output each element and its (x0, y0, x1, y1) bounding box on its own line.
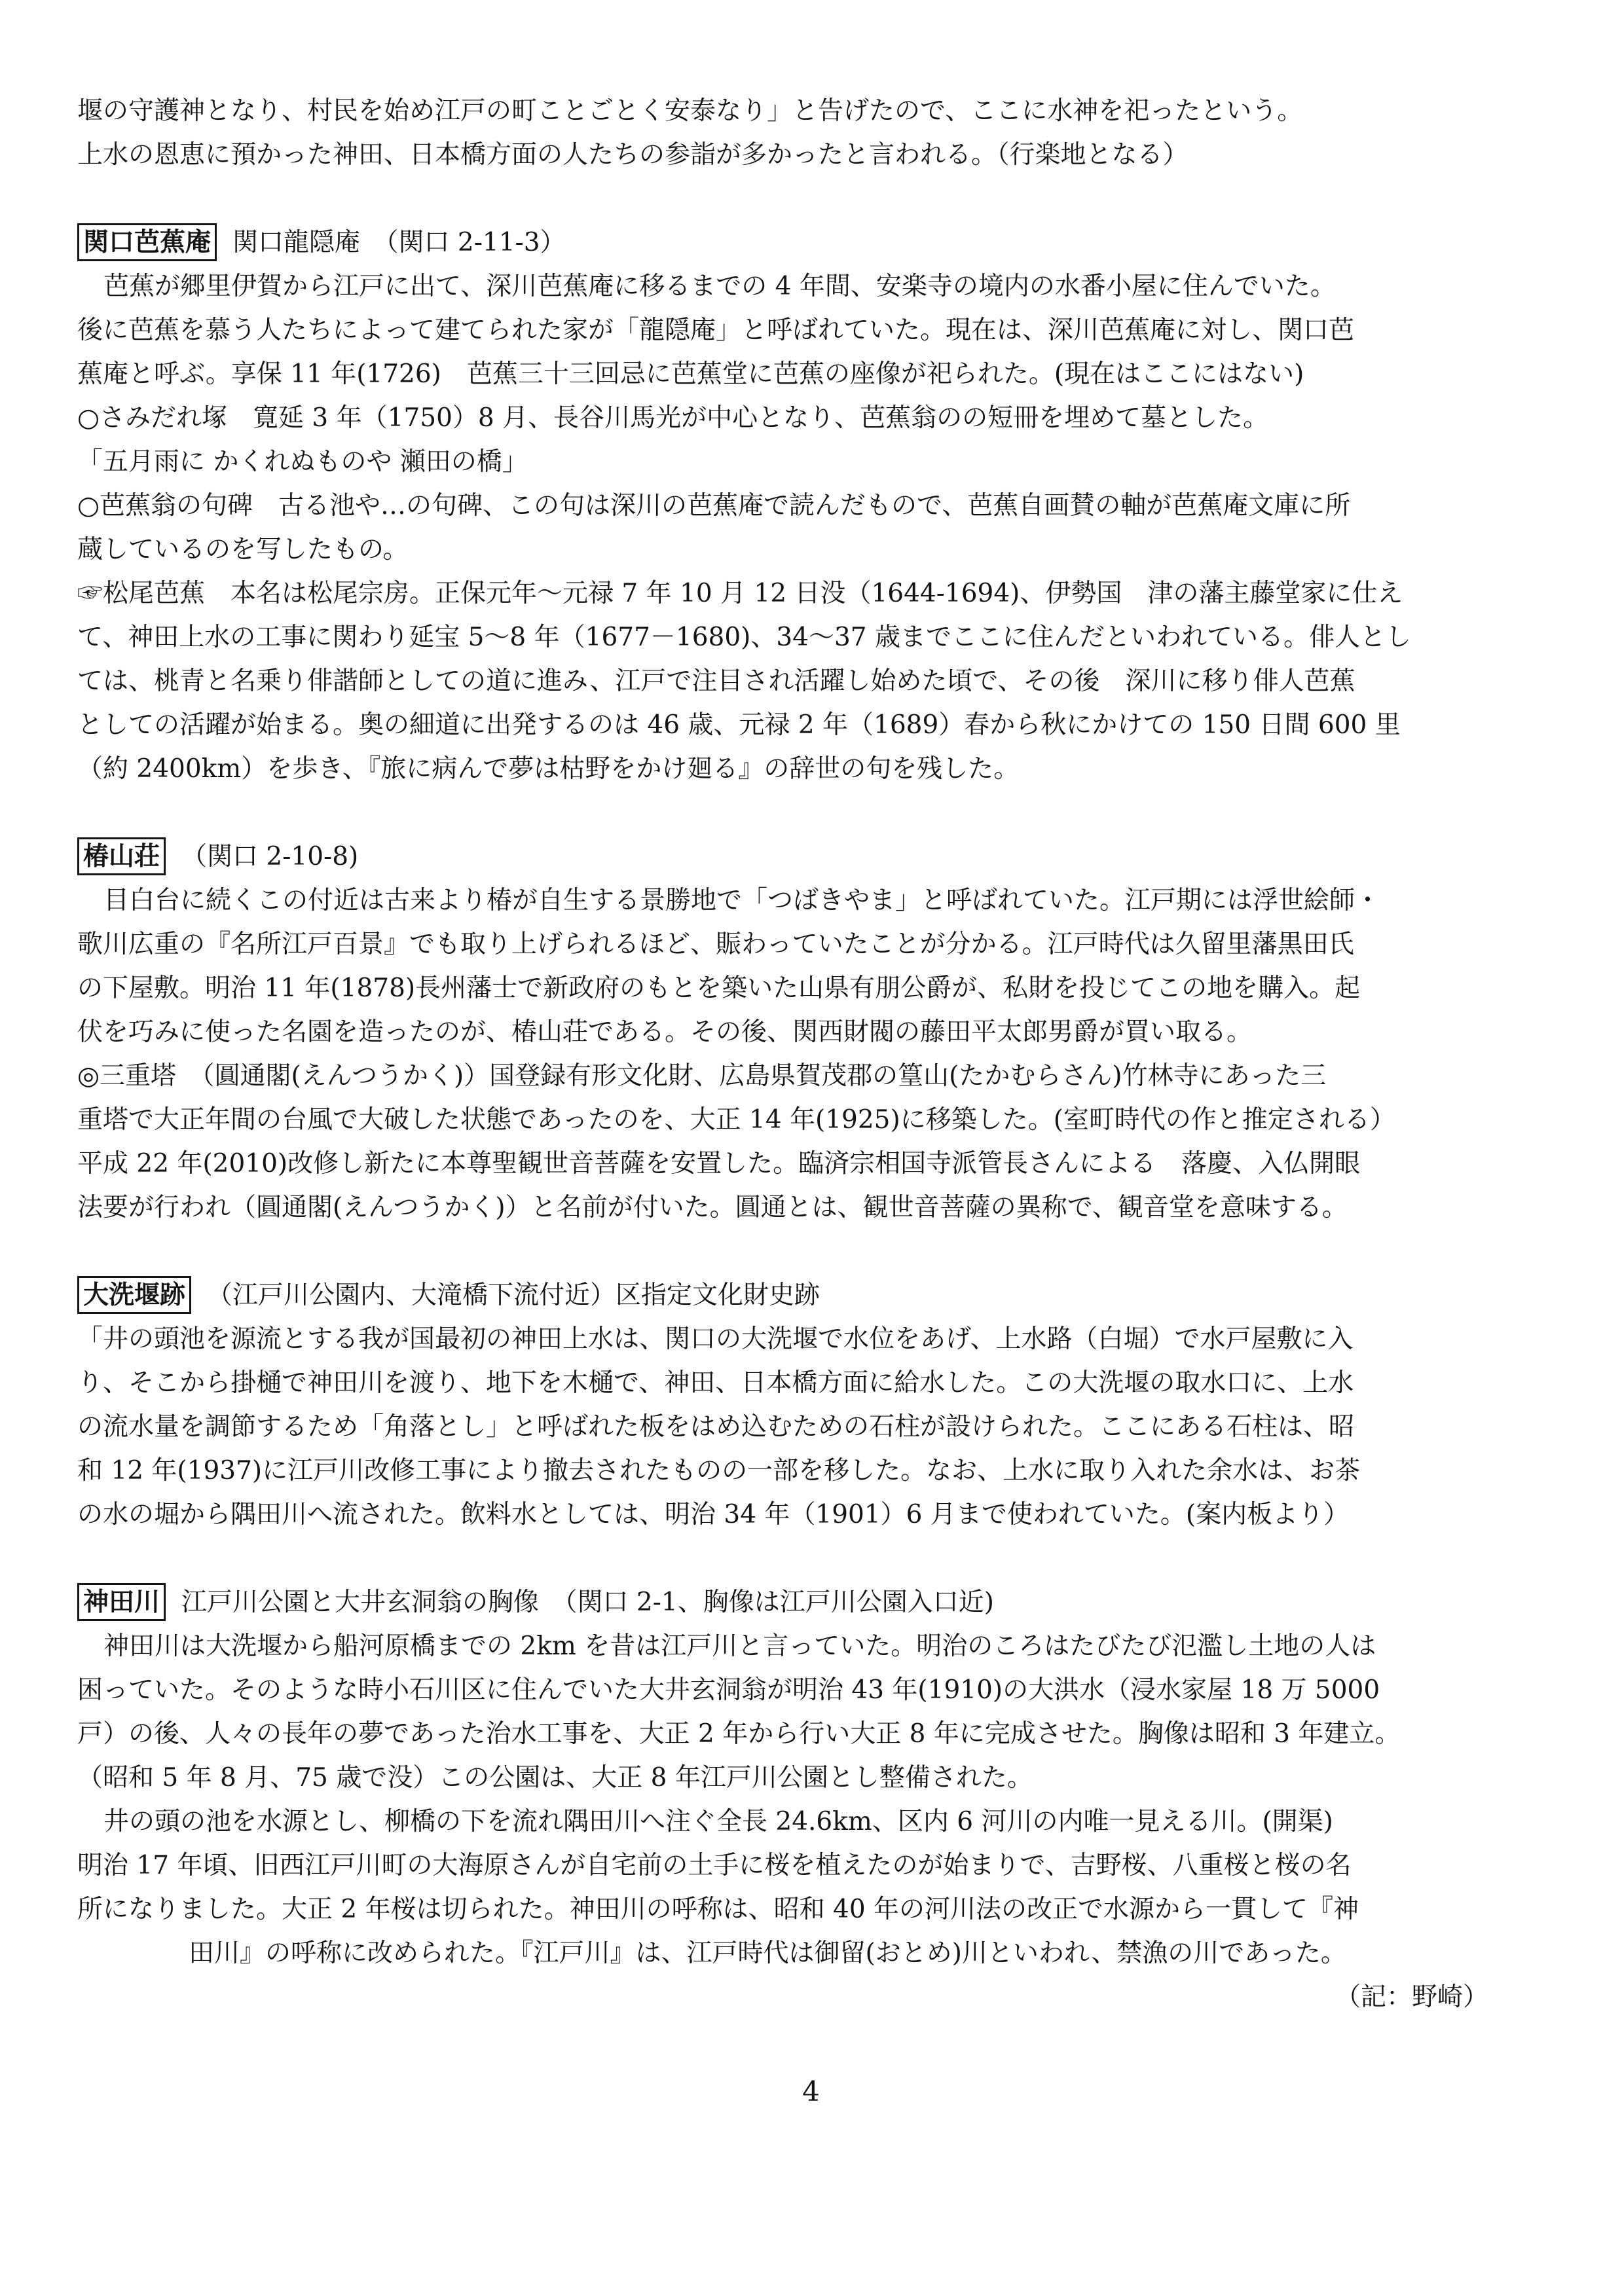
paragraph-line: （昭和 5 年 8 月、75 歳で没）この公園は、大正 8 年江戸川公園とし整備された。 (77, 1763, 1033, 1793)
paragraph-line: ○芭蕉翁の句碑 古る池や…の句碑、この句は深川の芭蕉庵で読んだもので、芭蕉自画賛の軸が芭蕉庵文庫に所 (77, 491, 1351, 520)
section-kandagawa (77, 1580, 1515, 2019)
paragraph-line: ては、桃青と名乗り俳諧師としての道に進み、江戸で注目され活躍し始めた頃で、その後 深川に移り俳人芭蕉 (77, 666, 1355, 696)
document-body (77, 89, 1515, 2019)
section-title-box: 大洗堰跡 (77, 1276, 191, 1314)
paragraph-line: 重塔で大正年間の台風で大破した状態であったのを、大正 14 年(1925)に移築した。(室町時代の作と推定される） (77, 1105, 1395, 1135)
paragraph-line: （約 2400km）を歩き、『旅に病んで夢は枯野をかけ廻る』の辞世の句を残した。 (77, 754, 1020, 784)
paragraph-line: ◎三重塔 （圓通閣(えんつうかく)）国登録有形文化財、広島県賀茂郡の篁山(たかむらさん)竹林寺にあった三 (77, 1061, 1327, 1091)
intro-line: 上水の恩恵に預かった神田、日本橋方面の人たちの参詣が多かったと言われる。（行楽地となる） (77, 140, 1189, 170)
paragraph-line: 「井の頭池を源流とする我が国最初の神田上水は、関口の大洗堰で水位をあげ、上水路（白堀）で水戸屋敷に入 (77, 1324, 1354, 1354)
paragraph-line: 和 12 年(1937)に江戸川改修工事により撤去されたものの一部を移した。なお、上水に取り入れた余水は、お茶 (77, 1456, 1361, 1485)
paragraph-line: 「五月雨に かくれぬものや 瀬田の橋」 (77, 447, 528, 477)
paragraph-line: 伏を巧みに使った名園を造ったのが、椿山荘である。その後、関西財閥の藤田平太郎男爵が買い取る。 (77, 1017, 1253, 1047)
paragraph-line: ○さみだれ塚 寛延 3 年（1750）8 月、長谷川馬光が中心となり、芭蕉翁のの短冊を埋めて墓とした。 (77, 403, 1269, 433)
paragraph-line: 田川』の呼称に改められた。『江戸川』は、江戸時代は御留(おとめ)川といわれ、禁漁の川であった。 (189, 1939, 1346, 1968)
paragraph-line: て、神田上水の工事に関わり延宝 5～8 年（1677－1680)、34～37 歳までここに住んだといわれている。俳人とし (77, 623, 1412, 652)
paragraph-line: 戸）の後、人々の長年の夢であった治水工事を、大正 2 年から行い大正 8 年に完成させた。胸像は昭和 3 年建立。 (77, 1719, 1401, 1749)
paragraph-line: 井の頭の池を水源とし、柳橋の下を流れ隅田川へ注ぐ全長 24.6km、区内 6 河川の内唯一見える川。(開渠) (103, 1807, 1333, 1836)
paragraph-line: 明治 17 年頃、旧西江戸川町の大海原さんが自宅前の土手に桜を植えたのが始まりで、吉野桜、八重桜と桜の名 (77, 1851, 1352, 1880)
paragraph-line: 芭蕉が郷里伊賀から江戸に出て、深川芭蕉庵に移るまでの 4 年間、安楽寺の境内の水番小屋に住んでいた。 (103, 272, 1336, 301)
paragraph-line: 目白台に続くこの付近は古来より椿が自生する景勝地で「つばきやま」と呼ばれていた。江戸期には浮世絵師・ (103, 886, 1381, 915)
section-title-box: 神田川 (77, 1583, 166, 1621)
section-heading (77, 835, 1515, 879)
paragraph-line: としての活躍が始まる。奥の細道に出発するのは 46 歳、元禄 2 年（1689）春から秋にかけての 150 日間 600 里 (77, 710, 1401, 740)
section-heading (77, 1273, 1515, 1317)
paragraph-line: の下屋敷。明治 11 年(1878)長州藩士で新政府のもとを築いた山県有朋公爵が、私財を投じてこの地を購入。起 (77, 974, 1361, 1003)
paragraph-line: 蕉庵と呼ぶ。享保 11 年(1726) 芭蕉三十三回忌に芭蕉堂に芭蕉の座像が祀られた。(現在はここにはない) (77, 359, 1304, 389)
section-heading (77, 221, 1515, 264)
page-number: 4 (802, 2075, 820, 2107)
paragraph-line: 後に芭蕉を慕う人たちによって建てられた家が「龍隠庵」と呼ばれていた。現在は、深川芭蕉庵に対し、関口芭 (77, 316, 1355, 345)
intro-line: 堰の守護神となり、村民を始め江戸の町ことごとく安泰なり」と告げたので、ここに水神を祀ったという。 (77, 96, 1303, 126)
paragraph-line: の水の堀から隅田川へ流された。飲料水としては、明治 34 年（1901）6 月まで使われていた。(案内板より） (77, 1500, 1350, 1529)
paragraph-line: の流水量を調節するため「角落とし」と呼ばれた板をはめ込むための石柱が設けられた。ここにある石柱は、昭 (77, 1412, 1355, 1442)
section-subtitle: （江戸川公園内、大滝橋下流付近）区指定文化財史跡 (207, 1281, 820, 1310)
section-subtitle: 関口龍隠庵 （関口 2-11-3） (232, 228, 566, 257)
section-heading (77, 1580, 1515, 1624)
paragraph-line: 困っていた。そのような時小石川区に住んでいた大井玄洞翁が明治 43 年(1910)の大洪水（浸水家屋 18 万 5000 (77, 1675, 1380, 1705)
section-title-box: 関口芭蕉庵 (77, 223, 217, 261)
section-chinzanso (77, 835, 1515, 1230)
section-subtitle: 江戸川公園と大井玄洞翁の胸像 （関口 2-1、胸像は江戸川公園入口近) (181, 1588, 994, 1617)
section-subtitle: （関口 2-10-8) (181, 842, 359, 871)
author-signature: （記：野崎） (1335, 1982, 1488, 2012)
paragraph-line: 法要が行われ（圓通閣(えんつうかく)）と名前が付いた。圓通とは、観世音菩薩の異称で、観音堂を意味する。 (77, 1193, 1348, 1222)
paragraph-line: 蔵しているのを写したもの。 (77, 535, 409, 564)
section-oarai-seki (77, 1273, 1515, 1537)
paragraph-line: 平成 22 年(2010)改修し新たに本尊聖観世音菩薩を安置した。臨済宗相国寺派管長さんによる 落慶、入仏開眼 (77, 1149, 1361, 1178)
paragraph-line: 神田川は大洗堰から船河原橋までの 2km を昔は江戸川と言っていた。明治のころはたびたび氾濫し土地の人は (103, 1631, 1376, 1661)
paragraph-line: 所になりました。大正 2 年桜は切られた。神田川の呼称は、昭和 40 年の河川法の改正で水源から一貫して『神 (77, 1895, 1359, 1924)
paragraph-line: 歌川広重の『名所江戸百景』でも取り上げられるほど、賑わっていたことが分かる。江戸時代は久留里藩黒田氏 (77, 930, 1354, 959)
paragraph-line: ☞松尾芭蕉 本名は松尾宗房。正保元年～元禄 7 年 10 月 12 日没（1644-1694)、伊勢国 津の藩主藤堂家に仕え (77, 579, 1403, 608)
section-sekiguchi-bashoan (77, 221, 1515, 791)
section-title-box: 椿山荘 (77, 837, 166, 875)
intro-paragraph (77, 89, 1515, 177)
paragraph-line: り、そこから掛樋で神田川を渡り、地下を木樋で、神田、日本橋方面に給水した。この大洗堰の取水口に、上水 (77, 1368, 1354, 1398)
